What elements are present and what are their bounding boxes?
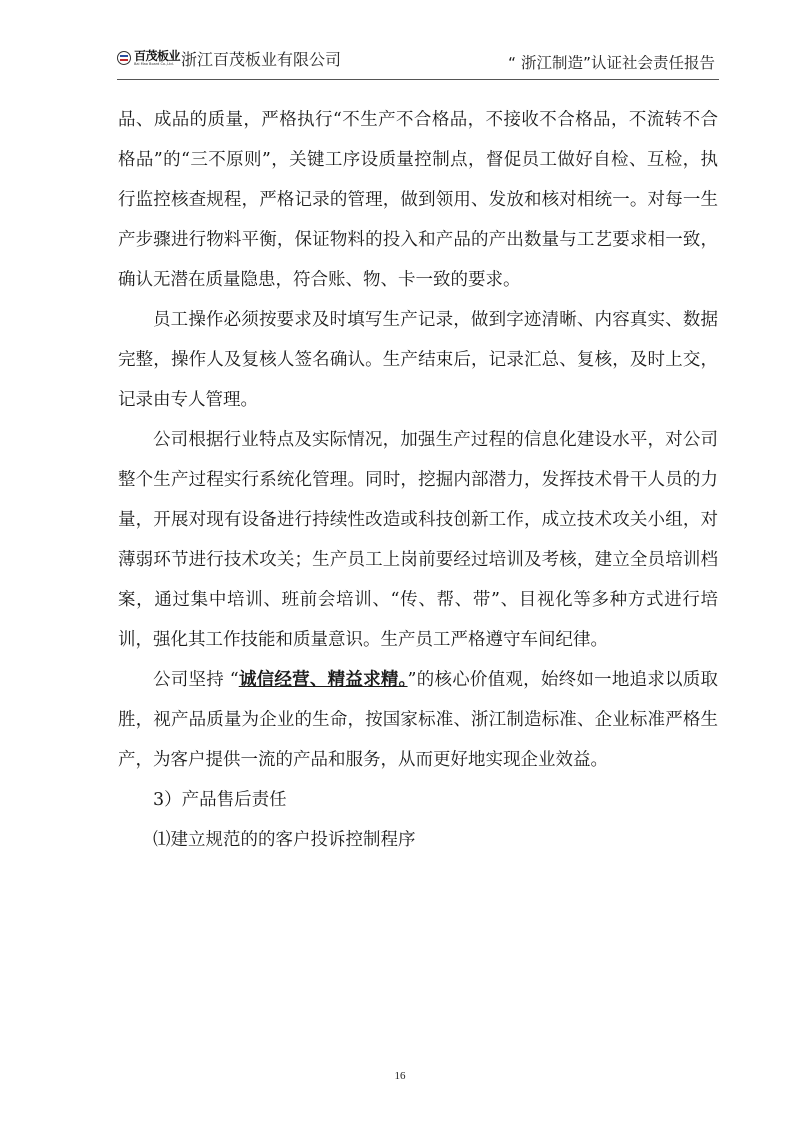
company-logo <box>117 50 341 71</box>
paragraph-production-records: 员工操作必须按要求及时填写生产记录，做到字迹清晰、内容真实、数据完整，操作人及复核人签名确认。生产结束后，记录汇总、复核，及时上交，记录由专人管理。 <box>118 310 718 410</box>
company-name: 浙江百茂板业有限公司 <box>181 49 342 69</box>
core-values-prefix: 公司坚持 “ <box>153 670 239 690</box>
section-heading-after-sales: 3）产品售后责任 <box>153 790 287 810</box>
report-title: “ 浙江制造”认证社会责任报告 <box>508 54 715 72</box>
core-values-emphasis: 诚信经营、精益求精。 <box>238 670 408 690</box>
logo-emblem-icon <box>117 51 131 65</box>
page-number: 16 <box>394 1070 406 1082</box>
document-body <box>118 100 718 860</box>
logo-wordmark <box>134 50 180 71</box>
paragraph-quality-control: 品、成品的质量，严格执行“不生产不合格品，不接收不合格品，不流转不合格品”的“三不原则”，关键工序设质量控制点，督促员工做好自检、互检，执行监控核查规程，严格记录的管理，做到领用、发放和核对相统一。对每一生产步骤进行物料平衡，保证物料的投入和产品的产出数量与工艺要求相一致，确认无潜在质量隐患，符合账、物、卡一致的要求。 <box>118 110 718 290</box>
paragraph-core-values <box>118 660 718 780</box>
page-header <box>117 46 719 80</box>
subsection-heading-complaint-procedure: ⑴建立规范的的客户投诉控制程序 <box>153 830 416 850</box>
core-values-suffix: ”的核心价值观，始终如一地追求以质取胜，视产品质量为企业的生命，按国家标准、浙江制造标准、企业标准严格生产，为客户提供一流的产品和服务，从而更好地实现企业效益。 <box>118 670 719 770</box>
logo-chinese-text: 百茂板业 <box>134 49 181 63</box>
logo-english-text: Bai Mao Board Co.,Ltd. <box>134 62 174 66</box>
paragraph-informatization: 公司根据行业特点及实际情况，加强生产过程的信息化建设水平，对公司整个生产过程实行系统化管理。同时，挖掘内部潜力，发挥技术骨干人员的力量，开展对现有设备进行持续性改造或科技创新工作，成立技术攻关小组，对薄弱环节进行技术攻关；生产员工上岗前要经过培训及考核，建立全员培训档案，通过集中培训、班前会培训、“传、帮、带”、目视化等多种方式进行培训，强化其工作技能和质量意识。生产员工严格遵守车间纪律。 <box>118 430 718 650</box>
